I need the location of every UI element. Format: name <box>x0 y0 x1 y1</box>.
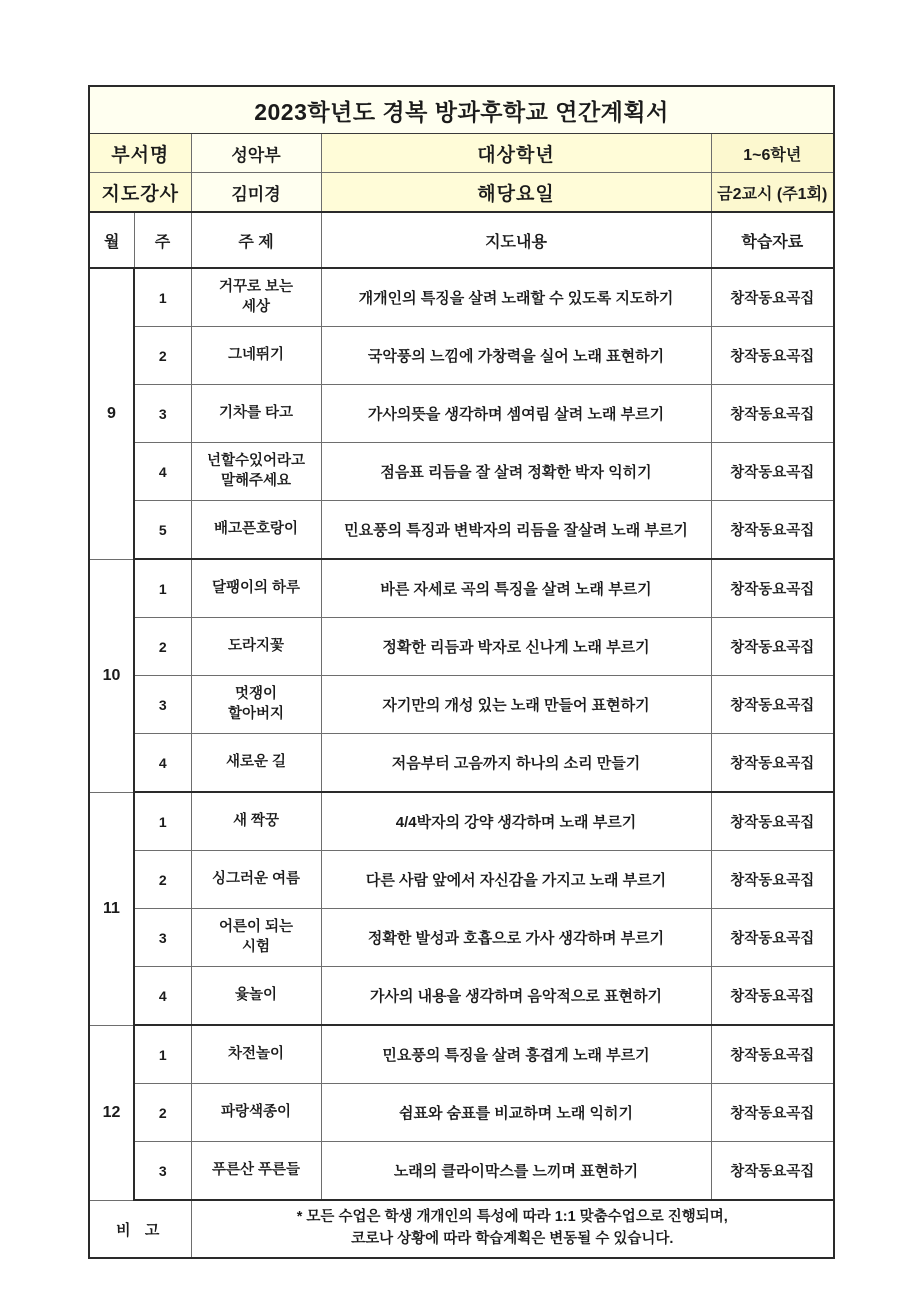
topic-line-1: 달팽이의 하루 <box>211 579 301 596</box>
remarks-line-1: * 모든 수업은 학생 개개인의 특성에 따라 1:1 맞춤수업으로 진행되며, <box>296 1209 728 1226</box>
content-cell: 가사의뜻을 생각하며 셈여림 살려 노래 부르기 <box>321 385 711 443</box>
month-cell: 12 <box>89 1025 134 1200</box>
topic-cell <box>191 909 321 967</box>
topic-line-1: 도라지꽃 <box>227 637 285 654</box>
topic-cell <box>191 967 321 1026</box>
content-cell: 4/4박자의 강약 생각하며 노래 부르기 <box>321 792 711 851</box>
topic-line-1: 싱그러운 여름 <box>211 870 301 887</box>
topic-cell <box>191 443 321 501</box>
teacher-label: 지도강사 <box>89 173 191 213</box>
table-row <box>89 501 834 560</box>
week-cell: 5 <box>134 501 191 560</box>
table-row <box>89 618 834 676</box>
material-cell: 창작동요곡집 <box>711 385 834 443</box>
content-cell: 자기만의 개성 있는 노래 만들어 표현하기 <box>321 676 711 734</box>
material-cell: 창작동요곡집 <box>711 327 834 385</box>
column-header-content: 지도내용 <box>321 212 711 268</box>
table-row <box>89 909 834 967</box>
material-cell: 창작동요곡집 <box>711 559 834 618</box>
content-cell: 가사의 내용을 생각하며 음악적으로 표현하기 <box>321 967 711 1026</box>
page-title: 2023학년도 경복 방과후학교 연간계획서 <box>89 86 834 134</box>
week-cell: 1 <box>134 1025 191 1084</box>
content-cell: 정확한 발성과 호흡으로 가사 생각하며 부르기 <box>321 909 711 967</box>
week-cell: 3 <box>134 1142 191 1201</box>
week-cell: 4 <box>134 443 191 501</box>
column-header-material: 학습자료 <box>711 212 834 268</box>
teacher-value: 김미경 <box>191 173 321 213</box>
day-value: 금2교시 (주1회) <box>711 173 834 213</box>
week-cell: 4 <box>134 967 191 1026</box>
table-row <box>89 1142 834 1201</box>
topic-line-1: 거꾸로 보는 <box>218 279 294 296</box>
topic-cell <box>191 268 321 327</box>
topic-cell <box>191 501 321 560</box>
topic-line-1: 새로운 길 <box>225 753 287 770</box>
week-cell: 3 <box>134 676 191 734</box>
week-cell: 4 <box>134 734 191 793</box>
topic-cell <box>191 618 321 676</box>
table-row <box>89 268 834 327</box>
meta-row-teacher <box>89 173 834 213</box>
table-row <box>89 1084 834 1142</box>
material-cell: 창작동요곡집 <box>711 1084 834 1142</box>
week-cell: 2 <box>134 1084 191 1142</box>
topic-cell <box>191 1025 321 1084</box>
topic-cell <box>191 851 321 909</box>
content-cell: 점음표 리듬을 잘 살려 정확한 박자 익히기 <box>321 443 711 501</box>
content-cell: 다른 사람 앞에서 자신감을 가지고 노래 부르기 <box>321 851 711 909</box>
annual-plan-table <box>88 85 835 1259</box>
remarks-label: 비 고 <box>89 1200 191 1258</box>
content-cell: 노래의 클라이막스를 느끼며 표현하기 <box>321 1142 711 1201</box>
topic-cell <box>191 734 321 793</box>
table-body <box>89 86 834 1258</box>
topic-cell <box>191 676 321 734</box>
week-cell: 3 <box>134 385 191 443</box>
topic-line-1: 파랑색종이 <box>220 1103 292 1120</box>
topic-cell <box>191 1142 321 1201</box>
week-cell: 1 <box>134 559 191 618</box>
topic-line-1: 푸른산 푸른들 <box>211 1161 301 1178</box>
topic-line-1: 어른이 되는 <box>218 919 294 936</box>
topic-cell <box>191 559 321 618</box>
column-header-week: 주 <box>134 212 191 268</box>
table-row <box>89 792 834 851</box>
content-cell: 바른 자세로 곡의 특징을 살려 노래 부르기 <box>321 559 711 618</box>
topic-line-1: 윷놀이 <box>234 986 278 1003</box>
topic-line-1: 멋쟁이 <box>234 686 278 703</box>
table-row <box>89 559 834 618</box>
column-header-month: 월 <box>89 212 134 268</box>
table-row <box>89 734 834 793</box>
topic-cell <box>191 385 321 443</box>
material-cell: 창작동요곡집 <box>711 443 834 501</box>
remarks-line-2: 코로나 상황에 따라 학습계획은 변동될 수 있습니다. <box>351 1231 674 1247</box>
material-cell: 창작동요곡집 <box>711 618 834 676</box>
topic-cell <box>191 1084 321 1142</box>
topic-line-1: 배고픈호랑이 <box>213 520 299 537</box>
column-header-topic: 주 제 <box>191 212 321 268</box>
table-row <box>89 676 834 734</box>
month-cell: 10 <box>89 559 134 792</box>
material-cell: 창작동요곡집 <box>711 1025 834 1084</box>
day-label: 해당요일 <box>321 173 711 213</box>
department-value: 성악부 <box>191 134 321 173</box>
week-cell: 1 <box>134 268 191 327</box>
topic-line-2: 할아버지 <box>227 705 285 722</box>
material-cell: 창작동요곡집 <box>711 501 834 560</box>
topic-line-1: 새 짝꿍 <box>232 812 280 829</box>
week-cell: 2 <box>134 327 191 385</box>
content-cell: 정확한 리듬과 박자로 신나게 노래 부르기 <box>321 618 711 676</box>
topic-line-2: 세상 <box>241 298 270 315</box>
month-cell: 9 <box>89 268 134 559</box>
month-cell: 11 <box>89 792 134 1025</box>
department-label: 부서명 <box>89 134 191 173</box>
material-cell: 창작동요곡집 <box>711 851 834 909</box>
title-row <box>89 86 834 134</box>
content-cell: 국악풍의 느낌에 가창력을 실어 노래 표현하기 <box>321 327 711 385</box>
topic-cell <box>191 792 321 851</box>
table-row <box>89 1025 834 1084</box>
material-cell: 창작동요곡집 <box>711 792 834 851</box>
table-row <box>89 443 834 501</box>
content-cell: 민요풍의 특징과 변박자의 리듬을 잘살려 노래 부르기 <box>321 501 711 560</box>
topic-line-1: 넌할수있어라고 <box>206 453 306 470</box>
material-cell: 창작동요곡집 <box>711 1142 834 1201</box>
remarks-row <box>89 1200 834 1258</box>
column-header-row <box>89 212 834 268</box>
content-cell: 저음부터 고음까지 하나의 소리 만들기 <box>321 734 711 793</box>
table-row <box>89 967 834 1026</box>
table-row <box>89 327 834 385</box>
week-cell: 3 <box>134 909 191 967</box>
topic-line-1: 그네뛰기 <box>227 346 285 363</box>
material-cell: 창작동요곡집 <box>711 676 834 734</box>
topic-line-2: 말해주세요 <box>220 472 292 489</box>
material-cell: 창작동요곡집 <box>711 734 834 793</box>
topic-line-2: 시험 <box>241 938 270 955</box>
target-grade-label: 대상학년 <box>321 134 711 173</box>
annual-plan-sheet <box>88 85 833 1259</box>
topic-line-1: 차전놀이 <box>227 1045 285 1062</box>
table-row <box>89 851 834 909</box>
target-grade-value: 1~6학년 <box>711 134 834 173</box>
meta-row-department <box>89 134 834 173</box>
material-cell: 창작동요곡집 <box>711 268 834 327</box>
content-cell: 민요풍의 특징을 살려 흥겹게 노래 부르기 <box>321 1025 711 1084</box>
table-row <box>89 385 834 443</box>
topic-line-1: 기차를 타고 <box>218 404 294 421</box>
material-cell: 창작동요곡집 <box>711 967 834 1026</box>
content-cell: 개개인의 특징을 살려 노래할 수 있도록 지도하기 <box>321 268 711 327</box>
week-cell: 1 <box>134 792 191 851</box>
material-cell: 창작동요곡집 <box>711 909 834 967</box>
week-cell: 2 <box>134 851 191 909</box>
content-cell: 쉼표와 숨표를 비교하며 노래 익히기 <box>321 1084 711 1142</box>
week-cell: 2 <box>134 618 191 676</box>
topic-cell <box>191 327 321 385</box>
remarks-text <box>191 1200 834 1258</box>
